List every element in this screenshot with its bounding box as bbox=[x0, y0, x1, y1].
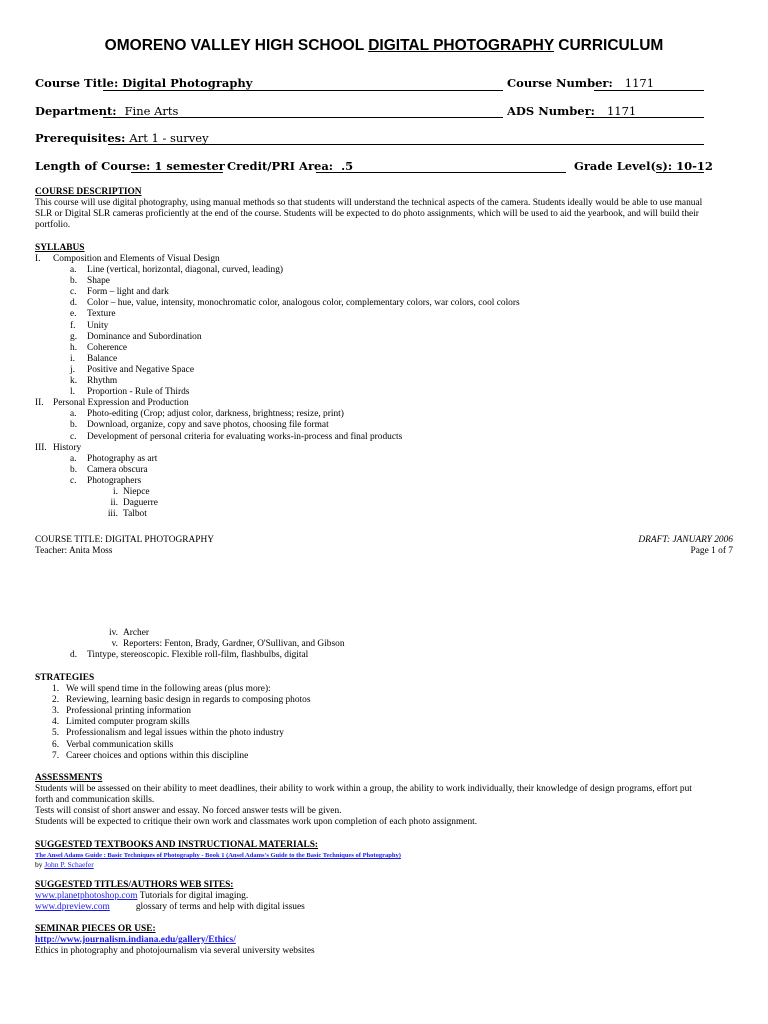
footer-course-title: COURSE TITLE: DIGITAL PHOTOGRAPHY bbox=[35, 535, 215, 545]
assessment-line: Students will be expected to critique their own work and classmates work upon completion of each photo assignment. bbox=[35, 817, 478, 828]
syllabus-item bbox=[35, 365, 735, 376]
syllabus-section-2 bbox=[35, 398, 735, 409]
list-marker: c. bbox=[70, 475, 77, 486]
list-text: We will spend time in the following areas (plus more): bbox=[66, 684, 271, 695]
list-marker: v. bbox=[111, 639, 118, 650]
credit-value: .5 bbox=[341, 159, 354, 173]
syllabus-section-1 bbox=[35, 254, 735, 265]
list-marker: e. bbox=[70, 309, 77, 320]
seminar-desc: Ethics in photography and photojournalism via several university websites bbox=[35, 946, 315, 957]
strategy-item bbox=[35, 750, 249, 762]
list-text: Color – hue, value, intensity, monochromatic color, analogous color, complementary colors, war colors, cool colors bbox=[87, 298, 520, 309]
list-marker: II. bbox=[35, 398, 44, 409]
ethics-link[interactable]: http://www.journalism.indiana.edu/gallery/Ethics/ bbox=[35, 935, 236, 946]
strategy-item bbox=[35, 706, 191, 717]
strategy-item bbox=[35, 717, 190, 728]
footer-draft-date: DRAFT: JANUARY 2006 bbox=[638, 535, 733, 545]
assessments-section bbox=[35, 773, 692, 828]
list-text: Proportion - Rule of Thirds bbox=[87, 387, 190, 398]
list-text: Personal Expression and Production bbox=[53, 398, 189, 409]
syllabus-item bbox=[35, 420, 735, 431]
grade-row: Grade Level(s): 10-12 bbox=[574, 159, 713, 173]
list-text: Reviewing, learning basic design in regards to composing photos bbox=[66, 695, 311, 706]
syllabus-item bbox=[35, 650, 735, 661]
list-marker: 6. bbox=[52, 739, 60, 750]
prerequisites-row: Prerequisites: Art 1 - survey bbox=[35, 131, 209, 145]
footer-page-number: Page 1 of 7 bbox=[690, 546, 733, 556]
list-marker: 2. bbox=[52, 695, 60, 706]
ads-number-row: ADS Number: 1171 bbox=[507, 104, 637, 118]
list-marker: j. bbox=[70, 364, 75, 375]
syllabus-item bbox=[35, 298, 735, 309]
list-text: Professionalism and legal issues within the photo industry bbox=[66, 728, 284, 739]
course-title-value: Digital Photography bbox=[122, 76, 253, 90]
course-description bbox=[35, 187, 702, 231]
list-marker: 7. bbox=[52, 750, 60, 761]
grade-value: 10-12 bbox=[676, 159, 713, 173]
list-text: Shape bbox=[87, 276, 110, 287]
assessment-line: Tests will consist of short answer and essay. No forced answer tests will be given. bbox=[35, 806, 342, 817]
description-line: SLR or Digital SLR cameras proficiently at the end of the course. Students will be expected to do photo assignments, which will be used to aid the yearbook, and will build their bbox=[35, 209, 699, 220]
list-text: Rhythm bbox=[87, 376, 118, 387]
list-marker: k. bbox=[70, 376, 78, 387]
syllabus-item bbox=[35, 332, 735, 343]
syllabus-item bbox=[35, 343, 735, 354]
description-line: portfolio. bbox=[35, 220, 71, 231]
list-text: Dominance and Subordination bbox=[87, 331, 202, 342]
department-row: Department: Fine Arts bbox=[35, 104, 179, 118]
list-text: Verbal communication skills bbox=[66, 739, 174, 750]
list-text: Reporters: Fenton, Brady, Gardner, O'Sullivan, and Gibson bbox=[123, 639, 345, 650]
list-marker: I. bbox=[35, 254, 41, 264]
list-marker: 4. bbox=[52, 717, 60, 728]
list-text: Archer bbox=[123, 628, 150, 638]
list-text: Photo-editing (Crop; adjust color, darkness, brightness; resize, print) bbox=[87, 409, 344, 420]
list-marker: a. bbox=[70, 453, 77, 464]
list-text: Coherence bbox=[87, 342, 128, 353]
list-text: Photography as art bbox=[87, 453, 158, 464]
list-text: Development of personal criteria for evaluating works-in-process and final products bbox=[87, 431, 403, 442]
photographer-item bbox=[35, 498, 735, 509]
length-row: Length of Course: 1 semester bbox=[35, 159, 225, 173]
list-text: Career choices and options within this discipline bbox=[66, 750, 249, 761]
syllabus-item bbox=[35, 387, 735, 398]
list-text: Camera obscura bbox=[87, 464, 148, 475]
syllabus-item bbox=[35, 287, 735, 298]
list-text: Unity bbox=[87, 320, 109, 331]
list-text: Daguerre bbox=[123, 498, 158, 509]
assessments-heading: ASSESSMENTS bbox=[35, 773, 103, 783]
ads-number-value: 1171 bbox=[606, 104, 637, 118]
site-desc: glossary of terms and help with digital issues bbox=[135, 902, 305, 913]
list-text: Form – light and dark bbox=[87, 287, 169, 298]
list-marker: b. bbox=[70, 420, 78, 431]
list-text: Line (vertical, horizontal, diagonal, curved, leading) bbox=[87, 265, 284, 276]
course-title-row: Course Title: Digital Photography bbox=[35, 76, 253, 90]
strategy-item bbox=[35, 739, 174, 751]
history-continued bbox=[35, 628, 735, 661]
list-text: History bbox=[53, 442, 82, 453]
syllabus-item bbox=[35, 409, 735, 420]
strategy-item bbox=[35, 695, 311, 706]
list-marker: l. bbox=[70, 387, 75, 398]
list-marker: d. bbox=[70, 650, 78, 661]
dpreview-link[interactable]: www.dpreview.com bbox=[35, 902, 110, 913]
textbook-link[interactable]: The Ansel Adams Guide : Basic Techniques of Photography - Book 1 (Ansel Adams's Guide to the Basic Techniques of Photography) bbox=[35, 852, 401, 860]
planetphotoshop-link[interactable]: www.planetphotoshop.com bbox=[35, 891, 138, 902]
syllabus-item bbox=[35, 265, 735, 276]
list-marker: f. bbox=[70, 320, 76, 331]
strategies-heading: STRATEGIES bbox=[35, 673, 95, 683]
list-text: Limited computer program skills bbox=[66, 717, 190, 728]
list-marker: 5. bbox=[52, 728, 60, 739]
list-text: Download, organize, copy and save photos, choosing file format bbox=[87, 420, 329, 431]
course-description-heading: COURSE DESCRIPTION bbox=[35, 187, 142, 197]
footer-teacher: Teacher: Anita Moss bbox=[35, 546, 113, 556]
syllabus-item bbox=[35, 354, 735, 365]
list-marker: h. bbox=[70, 342, 78, 353]
list-text: Niepce bbox=[123, 486, 150, 497]
seminar-heading: SEMINAR PIECES OR USE: bbox=[35, 924, 156, 934]
course-number-row: Course Number: 1171 bbox=[507, 76, 655, 90]
syllabus-item bbox=[35, 465, 735, 476]
photographer-item bbox=[35, 509, 735, 520]
list-marker: iv. bbox=[108, 628, 118, 638]
syllabus-item bbox=[35, 276, 735, 287]
course-number-value: 1171 bbox=[624, 76, 655, 90]
strategy-item bbox=[35, 728, 284, 739]
syllabus-item bbox=[35, 432, 735, 443]
list-marker: a. bbox=[70, 409, 77, 420]
list-marker: i. bbox=[113, 486, 118, 497]
list-marker: a. bbox=[70, 265, 77, 276]
list-text: Composition and Elements of Visual Design bbox=[53, 254, 220, 264]
author-link[interactable]: John P. Schaefer bbox=[44, 860, 94, 870]
list-text: Tintype, stereoscopic. Flexible roll-film, flashbulbs, digital bbox=[87, 650, 309, 661]
strategy-item bbox=[35, 684, 271, 695]
list-text: Balance bbox=[87, 353, 118, 364]
list-marker: ii. bbox=[110, 498, 118, 509]
by-label: by bbox=[35, 860, 45, 870]
list-marker: b. bbox=[70, 276, 78, 287]
department-value: Fine Arts bbox=[124, 104, 179, 118]
list-text: Texture bbox=[87, 309, 116, 320]
syllabus-item bbox=[35, 476, 735, 487]
syllabus-section-3 bbox=[35, 443, 735, 454]
assessment-line: forth and communication skills. bbox=[35, 795, 155, 806]
site-desc: Tutorials for digital imaging. bbox=[137, 891, 249, 902]
photographer-item bbox=[35, 639, 735, 650]
list-marker: c. bbox=[70, 287, 77, 298]
syllabus-outline bbox=[35, 254, 735, 520]
syllabus-item bbox=[35, 321, 735, 332]
list-marker: i. bbox=[70, 353, 75, 364]
list-marker: g. bbox=[70, 331, 78, 342]
length-value: 1 semester bbox=[154, 159, 225, 173]
list-marker: b. bbox=[70, 464, 78, 475]
websites-heading: SUGGESTED TITLES/AUTHORS WEB SITES: bbox=[35, 880, 234, 890]
textbooks-heading: SUGGESTED TEXTBOOKS AND INSTRUCTIONAL MATERIALS: bbox=[35, 840, 319, 850]
credit-row: Credit/PRI Area: .5 bbox=[227, 159, 354, 173]
list-marker: 3. bbox=[52, 706, 60, 717]
photographer-item bbox=[35, 628, 735, 639]
list-text: Positive and Negative Space bbox=[87, 364, 195, 375]
assessment-line: Students will be assessed on their ability to meet deadlines, their ability to work within a group, the ability to work individually, their knowledge of design programs, effort put bbox=[35, 784, 692, 795]
syllabus-heading: SYLLABUS bbox=[35, 243, 85, 253]
strategies-section bbox=[35, 673, 311, 762]
page-title: OMORENO VALLEY HIGH SCHOOL DIGITAL PHOTOGRAPHY CURRICULUM bbox=[104, 37, 664, 54]
syllabus-item bbox=[35, 454, 735, 465]
list-marker: d. bbox=[70, 298, 78, 309]
photographer-item bbox=[35, 487, 735, 498]
prerequisites-value: Art 1 - survey bbox=[129, 131, 209, 145]
list-marker: 1. bbox=[52, 684, 60, 695]
list-text: Talbot bbox=[123, 509, 147, 520]
textbooks-section bbox=[35, 840, 401, 869]
seminar-section bbox=[35, 924, 315, 957]
syllabus-item bbox=[35, 376, 735, 387]
list-marker: III. bbox=[35, 442, 47, 453]
websites-section bbox=[35, 880, 305, 913]
description-line: This course will use digital photography, using manual methods so that students will understand the technical aspects of the camera. Students ideally would be able to use manual bbox=[35, 198, 703, 209]
list-text: Professional printing information bbox=[66, 706, 191, 717]
list-marker: iii. bbox=[107, 509, 118, 520]
syllabus-item bbox=[35, 309, 735, 320]
list-marker: c. bbox=[70, 431, 77, 442]
list-text: Photographers bbox=[87, 475, 142, 486]
